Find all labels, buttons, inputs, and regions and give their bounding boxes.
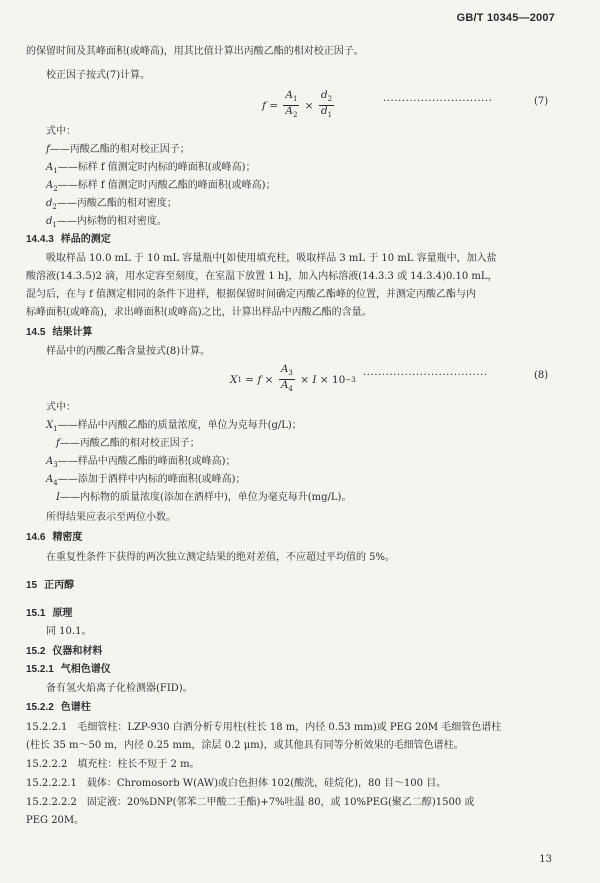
definition-line: f——丙酸乙酯的相对校正因子； <box>56 438 200 449</box>
definition-line: $d_1——$内标物的相对密度。 <box>46 216 167 229</box>
section-heading: 15.2.1 气相色谱仪 <box>26 664 111 675</box>
text-line: 吸取样品 10.0 mL 于 10 mL 容量瓶中[如使用填充柱，吸取样品 3 mL 于 10 mL 容量瓶中，加入盐 <box>46 253 497 264</box>
equation-8: X 1 = f × $\frac{A_3}{A_4}$ × I × 10 −3 <box>230 363 356 394</box>
text-line: 酸溶液(14.3.5)2 滴，用水定容至刻度，在室温下放置 1 h]，加入内标溶液(14.3.3 或 14.3.4)0.10 mL， <box>26 271 498 282</box>
text-line: 在重复性条件下获得的两次独立测定结果的绝对差值，不应超过平均值的 5%。 <box>46 552 396 563</box>
text-line: 标峰面积(或峰高)，求出峰面积(或峰高)之比，计算出样品中丙酸乙酯的含量。 <box>26 307 372 318</box>
text-line: PEG 20M。 <box>26 815 85 826</box>
text-line: 的保留时间及其峰面积(或峰高)，用其比值计算出丙酸乙酯的相对校正因子。 <box>26 46 364 57</box>
text-line: 同 10.1。 <box>46 626 92 637</box>
section-heading: 14.4.3 样品的测定 <box>26 234 111 245</box>
standard-header: GB/T 10345—2007 <box>456 12 555 24</box>
definition-line: $A_1——$标样 f 值测定时内标的峰面积(或峰高)； <box>46 162 256 175</box>
text-line: 15.2.2.1 毛细管柱：LZP-930 白酒分析专用柱(柱长 18 m，内径 0.53 mm)或 PEG 20M 毛细管色谱柱 <box>26 722 502 733</box>
definition-line: $A_4——$添加于酒样中内标的峰面积(或峰高)； <box>46 474 246 487</box>
leader-dots: ····························· <box>383 96 493 107</box>
definition-line: $d_2——$丙酸乙酯的相对密度； <box>46 198 177 211</box>
text-line: 15.2.2.2.1 载体：Chromosorb W(AW)或白色担体 102(酸洗，硅烷化)，80 目～100 目。 <box>26 778 447 789</box>
text-line: 混匀后，在与 f 值测定相同的条件下进样，根据保留时间确定丙酸乙酯峰的位置，并测定丙酸乙酯与内 <box>26 289 477 300</box>
definition-line: $A_2——$标样 f 值测定时丙酸乙酯的峰面积(或峰高)； <box>46 180 276 193</box>
section-heading: 14.5 结果计算 <box>26 327 93 338</box>
definition-line: $A_3——$样品中丙酸乙酯的峰面积(或峰高)； <box>46 456 236 469</box>
text-line: 备有氢火焰离子化检测器(FID)。 <box>46 683 193 694</box>
section-heading: 14.6 精密度 <box>26 532 83 543</box>
section-heading: 15.2 仪器和材料 <box>26 646 103 657</box>
equation-number: (8) <box>534 370 549 381</box>
text-line: 15.2.2.2 填充柱：柱长不短于 2 m。 <box>26 759 200 770</box>
section-heading: 15.2.2 色谱柱 <box>26 702 91 713</box>
text-line: 样品中的丙酸乙酯含量按式(8)计算。 <box>46 346 211 357</box>
text-line: 15.2.2.2.2 固定液：20%DNP(邻苯二甲酸二壬酯)+7%吐温 80，或 10%PEG(聚乙二醇)1500 或 <box>26 797 475 808</box>
section-heading: 15.1 原理 <box>26 608 73 619</box>
page-number: 13 <box>539 854 552 865</box>
leader-dots: ································· <box>363 370 488 381</box>
text-line: 校正因子按式(7)计算。 <box>46 70 151 81</box>
definition-line: $X_1——$样品中丙酸乙酯的质量浓度，单位为克每升(g/L)； <box>46 420 302 433</box>
text-line: (柱长 35 m～50 m，内径 0.25 mm，涂层 0.2 μm)，或其他具有同等分析效果的毛细管色谱柱。 <box>26 740 464 751</box>
equation-number: (7) <box>534 96 549 107</box>
equation-7: f = $\frac{A_1}{A_2}$ × $\frac{d_2}{d_1}$ <box>262 89 333 120</box>
text-line: 式中： <box>46 126 76 137</box>
definition-line: I——内标物的质量浓度(添加在酒样中)，单位为毫克每升(mg/L)。 <box>56 492 352 503</box>
definition-line: f——丙酸乙酯的相对校正因子； <box>46 144 190 155</box>
chapter-heading: 15 正丙醇 <box>26 580 75 591</box>
text-line: 所得结果应表示至两位小数。 <box>46 512 176 523</box>
text-line: 式中： <box>46 402 76 413</box>
